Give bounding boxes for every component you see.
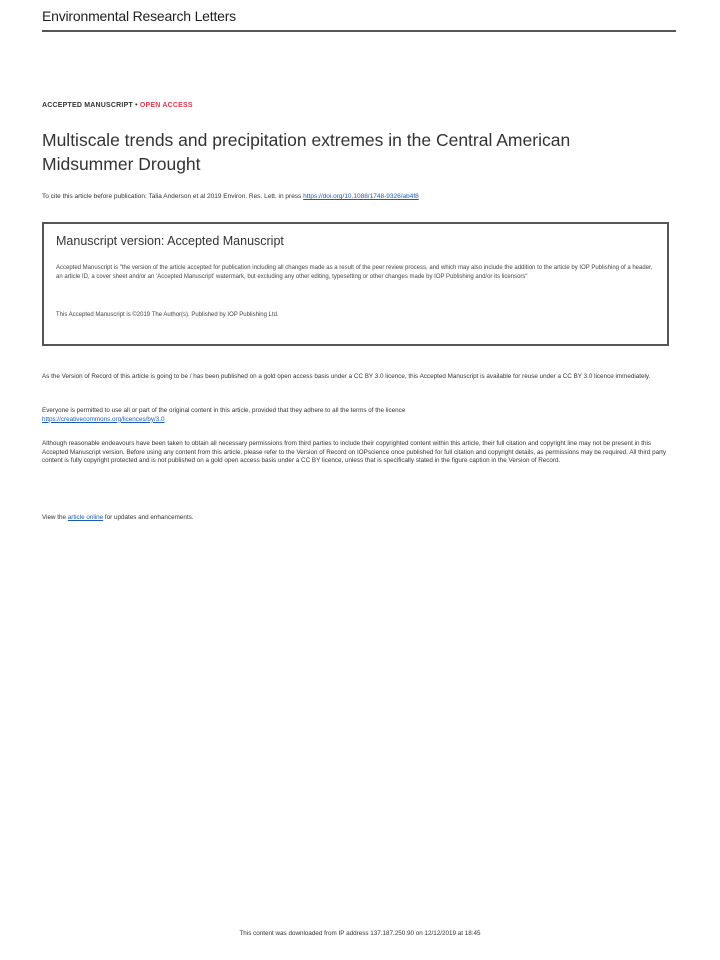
- accepted-manuscript-label: ACCEPTED MANUSCRIPT: [42, 102, 133, 109]
- view-suffix: for updates and enhancements.: [103, 514, 194, 521]
- open-access-label: OPEN ACCESS: [139, 102, 193, 109]
- download-footer: This content was downloaded from IP address 137.187.250.90 on 12/12/2019 at 18:45: [239, 930, 481, 937]
- view-online-paragraph: [42, 514, 672, 523]
- view-prefix: View the: [42, 514, 68, 521]
- journal-name: Environmental Research Letters: [42, 8, 676, 32]
- doi-link[interactable]: https://doi.org/10.1088/1748-9326/ab4f8: [303, 193, 419, 200]
- citation-line: [42, 193, 682, 200]
- third-party-paragraph: Although reasonable endeavours have been taken to obtain all necessary permissions from third parties to include their copyrighted content within this article, their full citation and copyright line may not be present in this Accepted Manuscript version. Before using any content from this article, please refer to the Version of Record on IOPscience once published for full citation and copyright details, as permissions may be required. All third party content is fully copyright protected and is not published on a gold open access basis under a CC BY licence, unless that is specifically stated in the figure caption in the Version of Record.: [42, 440, 667, 465]
- citation-text: To cite this article before publication: Talia Anderson et al 2019 Environ. Res. Lett. in press: [42, 193, 304, 200]
- manuscript-version-box: [42, 222, 669, 346]
- license-paragraph: As the Version of Record of this article is going to be / has been published on a gold open access basis under a CC BY 3.0 licence, this Accepted Manuscript is available for reuse under a CC BY 3.0 licence immediately.: [42, 373, 651, 380]
- status-labels: [42, 102, 193, 109]
- manuscript-version-description: Accepted Manuscript is "the version of the article accepted for publication including all changes made as a result of the peer review process, and which may also include the addition to the article by IOP Publishing of a header, an article ID, a cover sheet and/or an 'Accepted Manuscript' watermark, but excluding any other editing, typesetting or other changes made by IOP Publishing and/or its licensors": [56, 265, 653, 280]
- reuse-text: Everyone is permitted to use all or part of the original content in this article, provided that they adhere to all the terms of the licence: [42, 407, 406, 414]
- article-online-link[interactable]: article online: [67, 514, 104, 521]
- reuse-paragraph: [42, 407, 672, 424]
- copyright-note: This Accepted Manuscript is ©2019 The Author(s). Published by IOP Publishing Ltd.: [56, 312, 279, 318]
- label-separator: •: [132, 102, 140, 109]
- manuscript-version-heading: Manuscript version: Accepted Manuscript: [56, 234, 284, 248]
- licence-link[interactable]: https://creativecommons.org/licences/by/3.0: [42, 415, 165, 423]
- article-title: Multiscale trends and precipitation extremes in the Central American Midsummer Drought: [42, 130, 571, 174]
